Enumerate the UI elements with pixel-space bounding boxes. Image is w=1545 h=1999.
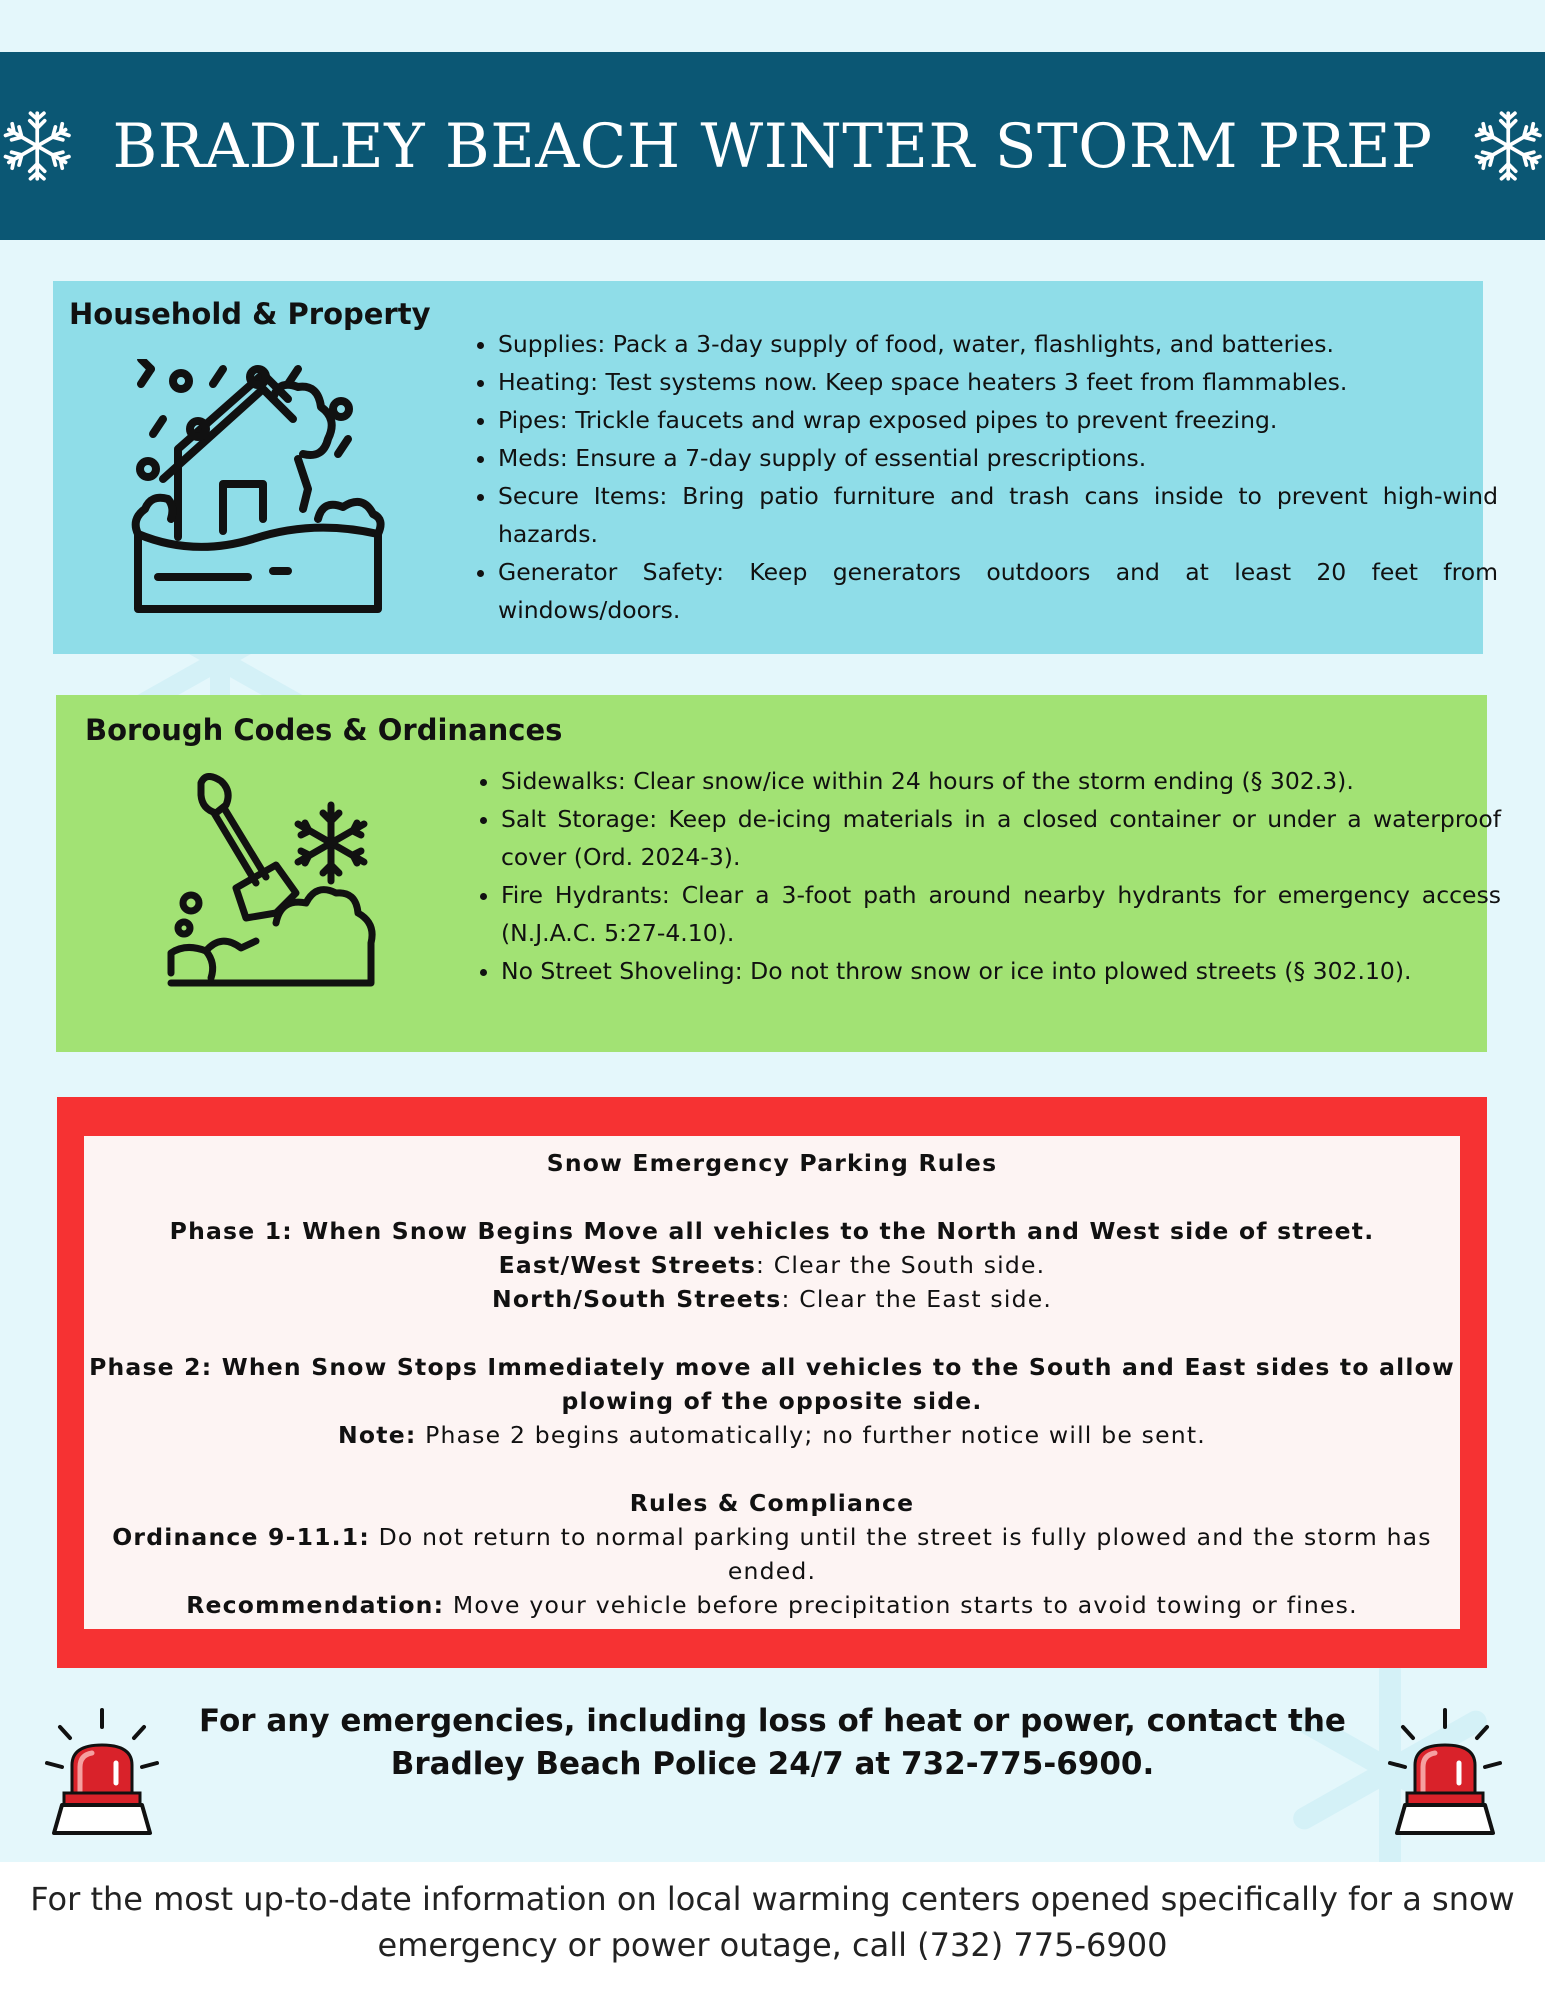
header-banner — [0, 52, 1545, 240]
note-text: Phase 2 begins automatically; no further notice will be sent. — [416, 1421, 1206, 1449]
household-list — [464, 325, 1498, 629]
household-panel — [53, 281, 1498, 654]
borough-panel — [56, 695, 1501, 1052]
list-item: • Pipes: Trickle faucets and wrap exposed pipes to prevent freezing. — [498, 401, 1498, 439]
household-title: Household & Property — [69, 297, 431, 331]
footer-text: For the most up-to-date information on local warming centers opened specifically for a snow emergency or power outage, call (732) 775-6900 — [30, 1880, 1515, 1964]
list-item: • Generator Safety: Keep generators outdoors and at least 20 feet from windows/doors. — [498, 553, 1498, 629]
house-snowstorm-icon — [123, 359, 393, 619]
list-item: • Supplies: Pack a 3-day supply of food, water, flashlights, and batteries. — [498, 325, 1498, 363]
phase1-ew-text: : Clear the South side. — [756, 1251, 1046, 1279]
snowflake-icon — [1471, 106, 1545, 186]
phase2-heading: Phase 2: When Snow Stops Immediately move all vehicles to the South and East sides to allow plowing of the opposite side. — [89, 1353, 1455, 1415]
police-siren-icon — [1385, 1705, 1505, 1840]
rules-title: Rules & Compliance — [629, 1489, 915, 1517]
list-item: • Meds: Ensure a 7-day supply of essential prescriptions. — [498, 439, 1498, 477]
note-label: Note: — [338, 1421, 417, 1449]
borough-title: Borough Codes & Ordinances — [85, 713, 563, 747]
emergency-contact-text: For any emergencies, including loss of heat or power, contact the Bradley Beach Police 24/7 at 732-775-6900. — [199, 1703, 1346, 1782]
list-item: • Heating: Test systems now. Keep space heaters 3 feet from flammables. — [498, 363, 1498, 401]
police-siren-icon — [42, 1705, 162, 1840]
list-item: • No Street Shoveling: Do not throw snow or ice into plowed streets (§ 302.10). — [501, 952, 1501, 990]
ordinance-text: Do not return to normal parking until the street is fully plowed and the storm has ended. — [369, 1523, 1432, 1585]
recommendation-text: Move your vehicle before precipitation starts to avoid towing or fines. — [444, 1591, 1358, 1619]
footer — [0, 1862, 1545, 1999]
phase1-ew-label: East/West Streets — [498, 1251, 757, 1279]
list-item: • Salt Storage: Keep de-icing materials in a closed container or under a waterproof cover (Ord. 2024-3). — [501, 800, 1501, 876]
parking-rules-panel — [57, 1097, 1487, 1668]
list-item: • Secure Items: Bring patio furniture and trash cans inside to prevent high-wind hazards. — [498, 477, 1498, 553]
recommendation-label: Recommendation: — [186, 1591, 445, 1619]
snowflake-icon — [0, 106, 74, 186]
parking-title: Snow Emergency Parking Rules — [546, 1149, 998, 1177]
phase1-ns-label: North/South Streets — [491, 1285, 782, 1313]
phase1-ns-text: : Clear the East side. — [781, 1285, 1053, 1313]
ordinance-label: Ordinance 9-11.1: — [112, 1523, 370, 1551]
phase1-heading: Phase 1: When Snow Begins Move all vehicles to the North and West side of street. — [169, 1217, 1375, 1245]
page-title: BRADLEY BEACH WINTER STORM PREP — [112, 110, 1433, 182]
list-item: • Fire Hydrants: Clear a 3-foot path around nearby hydrants for emergency access (N.J.A.C. 5:27-4.10). — [501, 876, 1501, 952]
shovel-snow-icon — [166, 773, 406, 993]
parking-rules-content — [84, 1136, 1460, 1629]
list-item: • Sidewalks: Clear snow/ice within 24 hours of the storm ending (§ 302.3). — [501, 762, 1501, 800]
borough-list — [467, 762, 1501, 990]
